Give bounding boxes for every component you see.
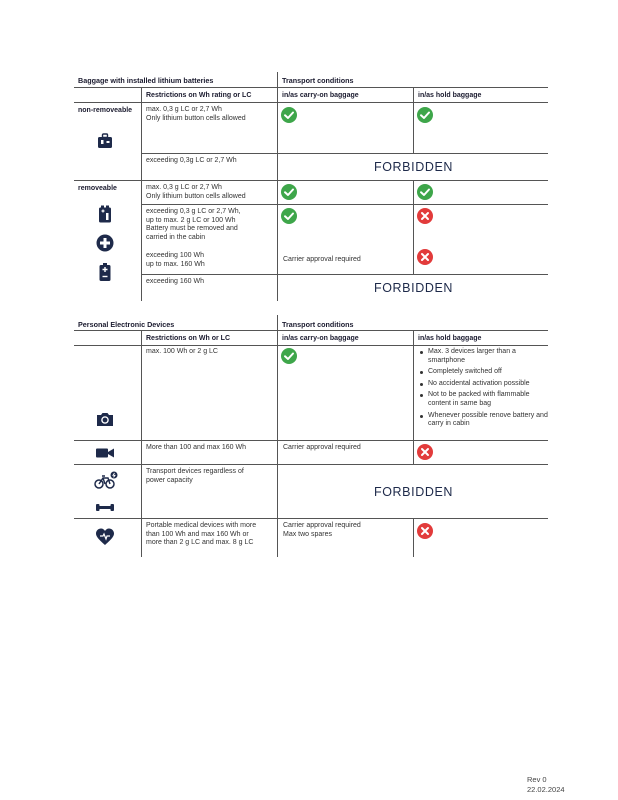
- rem-row3-carry: Carrier approval required: [283, 256, 361, 263]
- e-bike-icon: [93, 470, 119, 490]
- removable-label: removeable: [78, 185, 117, 192]
- ped-row3-text: Transport devices regardless of power capacity: [146, 468, 244, 484]
- col-carry-on: in/as carry-on baggage: [282, 92, 359, 99]
- divider: [74, 464, 548, 465]
- divider: [277, 315, 278, 557]
- section1-title: Baggage with installed lithium batteries: [78, 76, 214, 85]
- col-restrictions: Restrictions on Wh rating or LC: [146, 92, 252, 99]
- rem-row2-text: exceeding 0,3 g LC or 2,7 Wh, up to max. 2 g LC or 100 Wh Battery must be removed and carried in the cabin: [146, 208, 241, 241]
- hoverboard-icon: [95, 497, 115, 517]
- divider: [74, 180, 548, 181]
- divider: [74, 102, 548, 103]
- date: 22.02.2024: [527, 785, 565, 794]
- forbidden-label: FORBIDDEN: [374, 281, 454, 295]
- divider: [413, 518, 414, 557]
- non-removable-label: non-removeable: [78, 107, 133, 114]
- list-item: Whenever possible renove battery and carry in cabin: [418, 412, 548, 429]
- ped-row1-text: max. 100 Wh or 2 g LC: [146, 348, 218, 355]
- ped-row4-carry: Carrier approval required Max two spares: [283, 522, 361, 538]
- check-icon: [281, 107, 297, 123]
- nonrem-row1-text: max. 0,3 g LC or 2,7 Wh Only lithium button cells allowed: [146, 106, 246, 122]
- suitcase-icon: [95, 131, 115, 151]
- col-hold: in/as hold baggage: [418, 335, 482, 342]
- revision: Rev 0: [527, 775, 547, 784]
- medical-plus-icon: [95, 233, 115, 253]
- rem-row3-text: exceeding 100 Wh up to max. 160 Wh: [146, 252, 205, 268]
- divider: [141, 153, 548, 154]
- divider: [141, 331, 142, 557]
- check-icon: [281, 348, 297, 364]
- divider: [413, 331, 414, 464]
- check-icon: [281, 184, 297, 200]
- divider: [74, 330, 548, 331]
- forbidden-label: FORBIDDEN: [374, 160, 454, 174]
- cross-icon: [417, 523, 433, 539]
- video-camera-icon: [95, 443, 115, 463]
- divider: [277, 72, 278, 301]
- camera-icon: [95, 409, 115, 429]
- check-icon: [417, 107, 433, 123]
- check-icon: [417, 184, 433, 200]
- heart-medical-icon: [95, 527, 115, 547]
- divider: [413, 88, 414, 154]
- col-hold: in/as hold baggage: [418, 92, 482, 99]
- divider: [74, 345, 548, 346]
- ped-row4-text: Portable medical devices with more than 100 Wh and max 160 Wh or more than 2 g LC and max. 8 g LC: [146, 522, 257, 547]
- divider: [74, 87, 548, 88]
- hold-conditions-list: [418, 348, 548, 432]
- divider: [413, 181, 414, 274]
- divider: [141, 88, 142, 301]
- battery-icon: [95, 262, 115, 282]
- section1-transport-header: Transport conditions: [282, 76, 354, 85]
- list-item: Max. 3 devices larger than a smartphone: [418, 348, 548, 365]
- list-item: No accidental activation possible: [418, 380, 548, 389]
- section2-title: Personal Electronic Devices: [78, 320, 175, 329]
- section2-transport-header: Transport conditions: [282, 320, 354, 329]
- rem-row4-text: exceeding 160 Wh: [146, 278, 204, 285]
- rem-row1-text: max. 0,3 g LC or 2,7 Wh Only lithium button cells allowed: [146, 184, 246, 200]
- cross-icon: [417, 444, 433, 460]
- check-icon: [281, 208, 297, 224]
- list-item: Not to be packed with flammable content in same bag: [418, 391, 548, 408]
- divider: [141, 274, 548, 275]
- cross-icon: [417, 249, 433, 265]
- ped-row2-text: More than 100 and max 160 Wh: [146, 444, 247, 451]
- list-item: Completely switched off: [418, 368, 548, 377]
- nonrem-row2-text: exceeding 0,3g LC or 2,7 Wh: [146, 157, 237, 164]
- forbidden-label: FORBIDDEN: [374, 485, 454, 499]
- divider: [141, 204, 548, 205]
- col-restrictions: Restrictions on Wh or LC: [146, 335, 230, 342]
- cross-icon: [417, 208, 433, 224]
- col-carry-on: in/as carry-on baggage: [282, 335, 359, 342]
- ped-row2-carry: Carrier approval required: [283, 444, 361, 451]
- divider: [74, 440, 548, 441]
- battery-icon: [95, 204, 115, 224]
- divider: [74, 518, 548, 519]
